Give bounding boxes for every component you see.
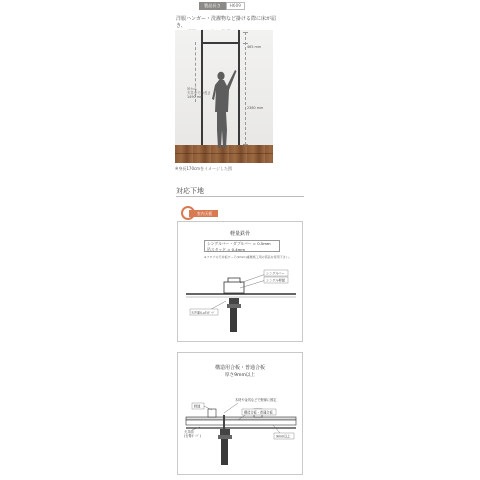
person-silhouette: [175, 30, 273, 163]
left-note-2: 天井までの長さ: [187, 91, 211, 95]
category-badge: 室内天板: [189, 210, 218, 217]
steel-frame-diagram: [178, 222, 304, 343]
dimension-total-label: 2380 mm: [247, 106, 264, 110]
card1-label-top-1: シングルバー: [266, 271, 285, 276]
intro-line-1: 洋服ハンガー・洗濯物など掛ける際に床が届き、: [176, 16, 277, 29]
section-divider: [176, 196, 304, 197]
card2-label-ceiling: 天井面: [184, 430, 194, 434]
card2-label-gypsum: (石膏ﾎﾞｰﾄﾞ): [184, 434, 201, 438]
section-title: 対応下地: [176, 187, 204, 195]
product-photo: [175, 30, 273, 163]
card1-spec-line-1: シングルバー・ダブルバー = 0.5mm: [207, 241, 271, 246]
spec-tab-label: 製品長さ: [199, 2, 226, 10]
left-note-1: 吊から: [187, 87, 198, 91]
spec-tab[interactable]: [199, 2, 245, 10]
spec-tab-code: H609: [226, 2, 245, 10]
card2-label-plywood: 構造合板・普通合板: [244, 410, 273, 415]
card2-title: 構造用合板・普通合板: [214, 365, 265, 371]
card1-note: ※フロアの天井板ボード(9mm)重層施工用の部品を使用下さい。: [204, 255, 292, 259]
plywood-card: [177, 352, 303, 475]
card2-thickness: 厚さ9mm以上: [224, 373, 256, 378]
plywood-diagram: [178, 353, 304, 476]
left-note-3: 1490 mm: [187, 95, 204, 99]
card2-label-thickness: 9mm以上: [276, 434, 291, 439]
steel-frame-card: [177, 221, 303, 342]
card1-label-top-2: シングル押縁: [266, 278, 285, 283]
dimension-top-label: 465 mm: [247, 45, 262, 49]
badge-ring-icon: [181, 206, 195, 220]
card1-label-side: 天井面(Lμ5)ﾎﾞｰﾄﾞ: [191, 310, 216, 315]
photo-caption: ※身長170cmをイメージした図: [175, 166, 232, 171]
card2-label-top: 木材や金具などで野縁に固定: [235, 398, 277, 402]
card2-label-joist: 野縁: [194, 404, 201, 409]
card1-title: 軽量鉄骨: [229, 231, 250, 237]
card1-spec-line-2: 吊スタッド = 0.4mm: [207, 246, 246, 252]
